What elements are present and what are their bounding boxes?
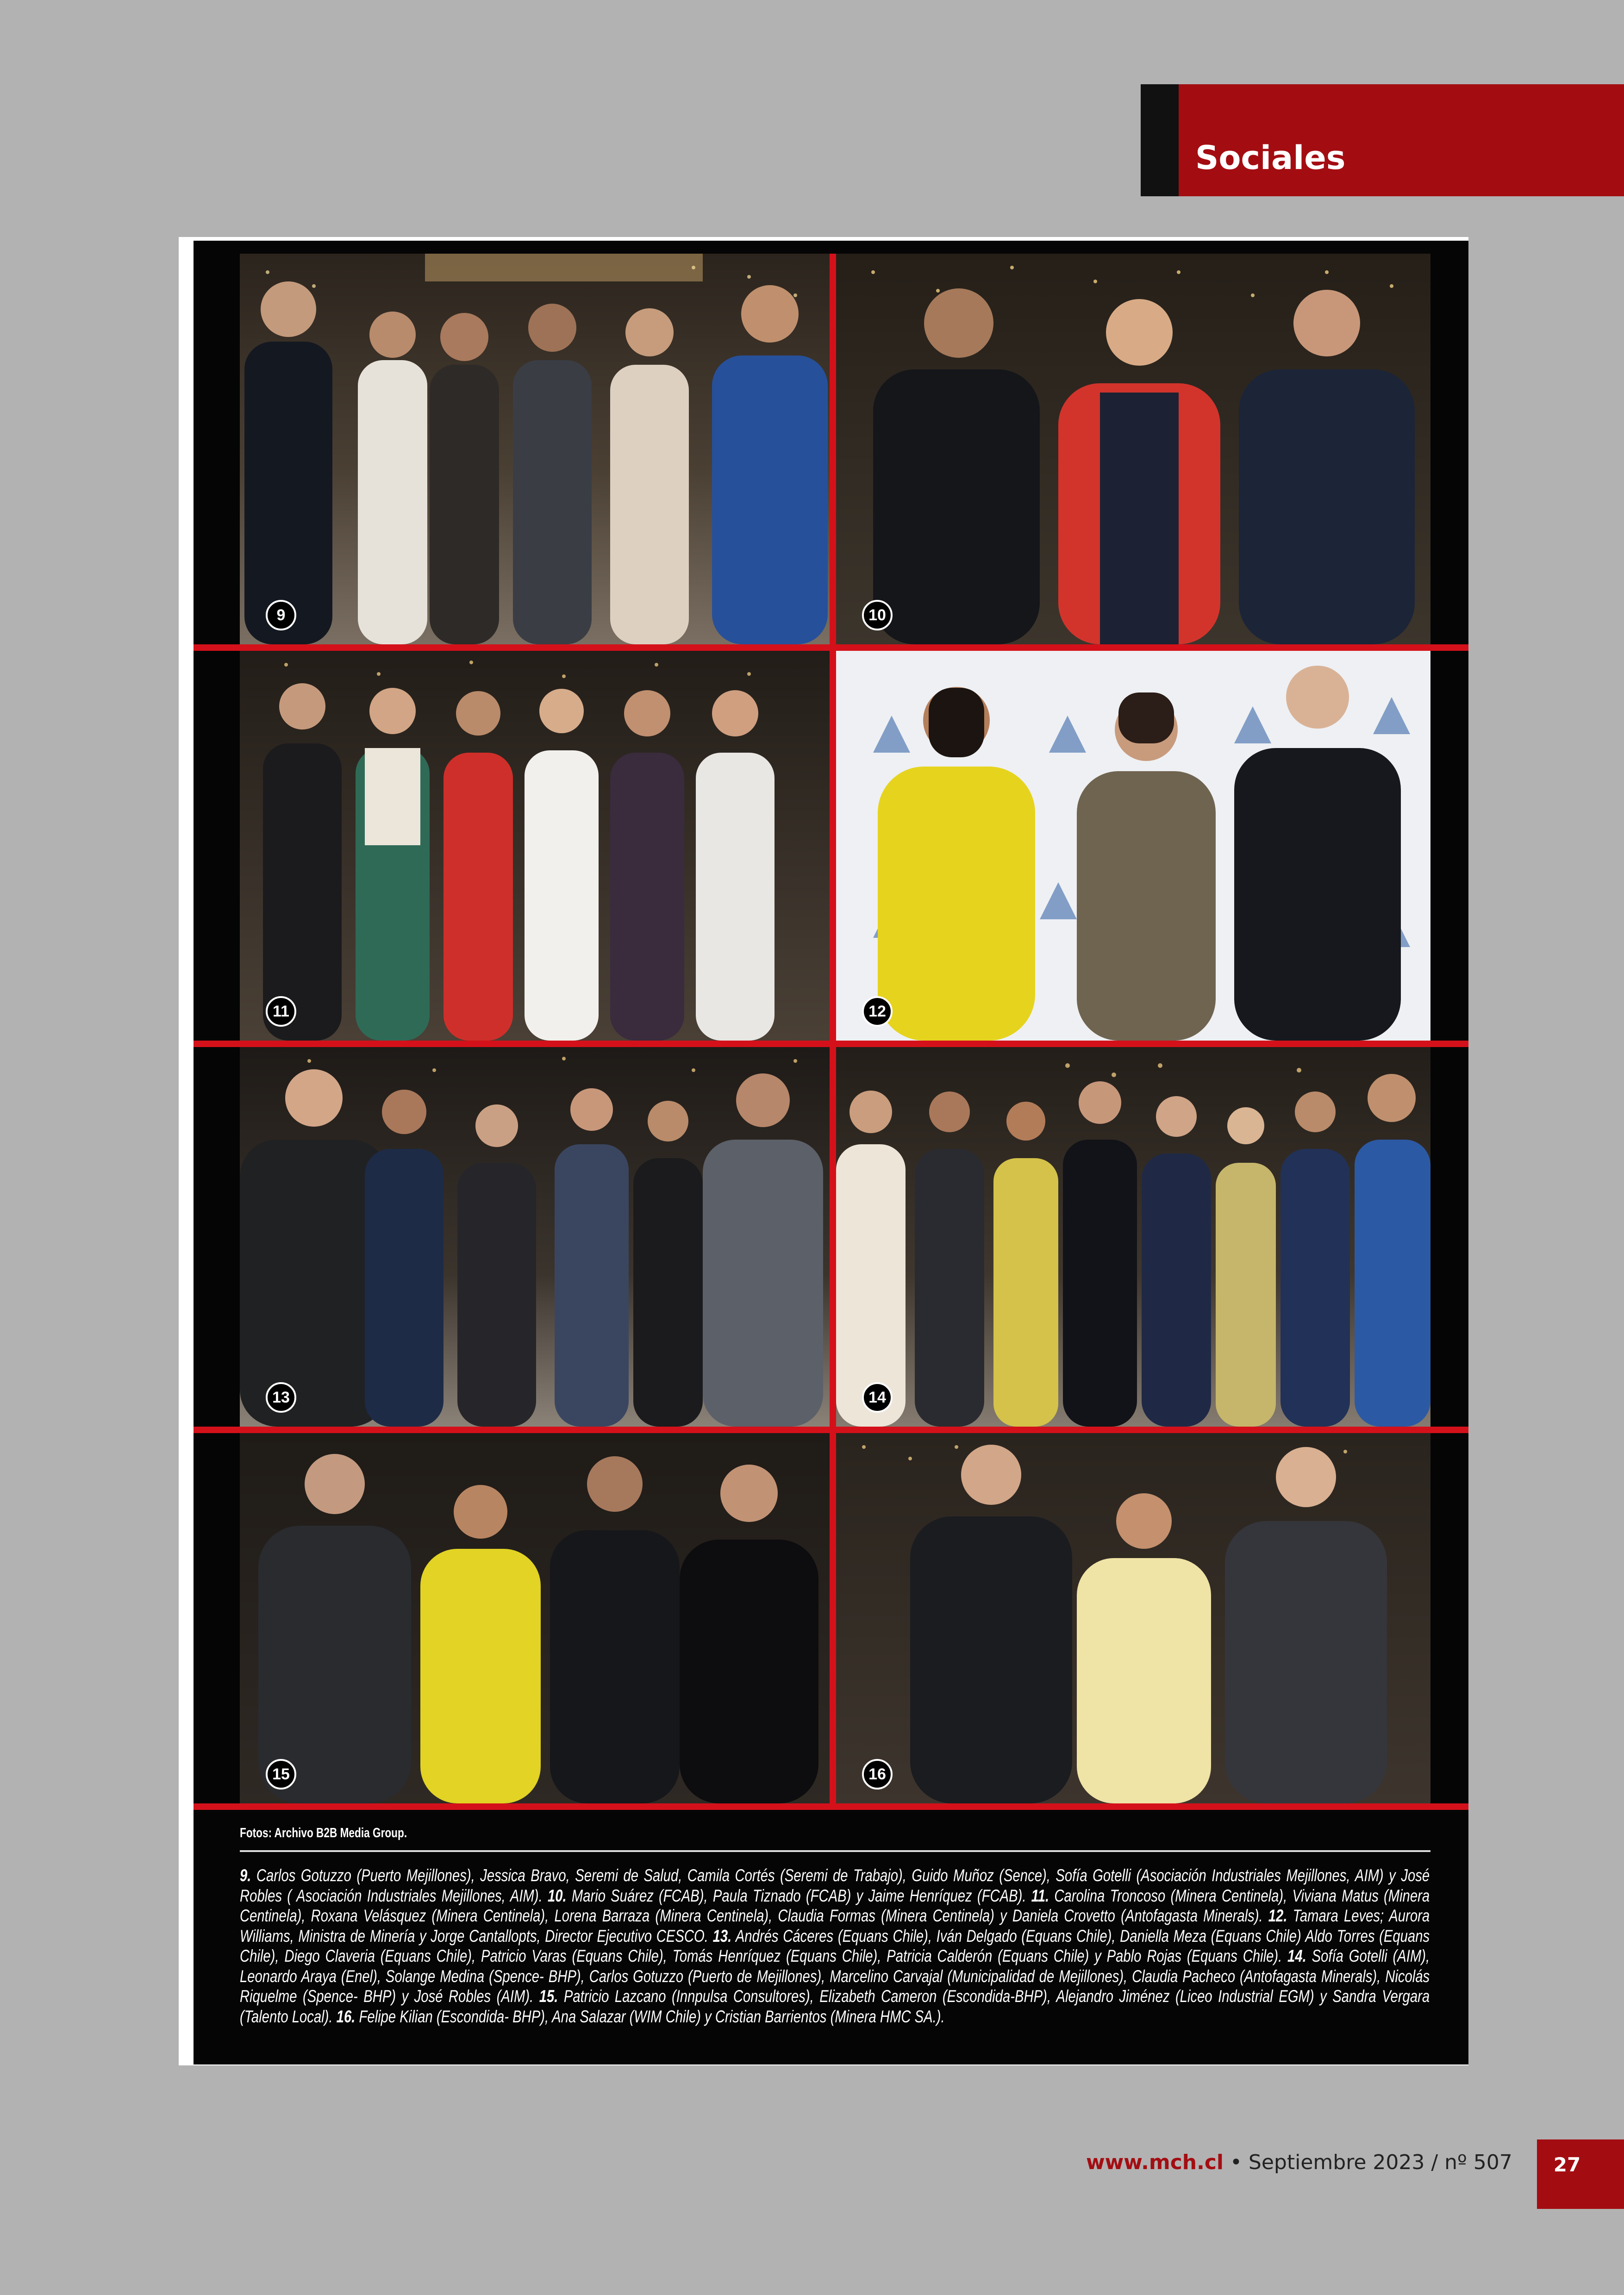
- photo-10-image: [836, 254, 1430, 644]
- caption-number: 9.: [240, 1865, 251, 1885]
- footer-issue: Septiembre 2023 / nº 507: [1248, 2151, 1512, 2174]
- photo-divider-vertical: [830, 651, 836, 1041]
- section-title: Sociales: [1195, 139, 1346, 177]
- caption-text: Andrés Cáceres (Equans Chile), Iván Delgado (Equans Chile), Daniella Meza (Equans Chile) Aldo Torres (Equans Chile), Diego Claveria (Equans Chile), Patricio Varas (Equans Chile), Tomás Henríquez (Equans Chile), Patricia Calderón (Equans Chile) y Pablo Rojas (Equans Chile).: [240, 1926, 1430, 1965]
- photo-number-badge: 14: [862, 1382, 893, 1413]
- photo-9-image: [240, 254, 830, 644]
- photo-14-image: [836, 1047, 1430, 1427]
- caption-text: Carlos Gotuzzo (Puerto Mejillones), Jessica Bravo, Seremi de Salud, Camila Cortés (Seremi de Trabajo), Guido Muñoz (Sence), Sofía Gotelli (Asociación Industriales Mejillones, AIM) y José Robles ( Asociación Industriales Mejillones, AIM).: [240, 1865, 1430, 1905]
- photo-12: [836, 651, 1430, 1041]
- caption-number: 12.: [1268, 1906, 1287, 1925]
- caption-number: 10.: [547, 1885, 567, 1905]
- caption-number: 15.: [539, 1986, 558, 2006]
- photo-number-badge: 15: [266, 1759, 296, 1790]
- photo-divider: [194, 1427, 1468, 1433]
- photo-13-image: [240, 1047, 830, 1427]
- photo-11-image: [240, 651, 830, 1041]
- page-number-box: [1537, 2139, 1624, 2209]
- section-tab-accent: [1141, 84, 1179, 196]
- footer-url[interactable]: www.mch.cl: [1086, 2151, 1224, 2174]
- photo-number-badge: 10: [862, 600, 893, 630]
- footer-separator: •: [1223, 2151, 1249, 2174]
- photo-number-badge: 16: [862, 1759, 893, 1790]
- photo-divider: [194, 1803, 1468, 1810]
- caption-text: Patricio Lazcano (Innpulsa Consultores), Elizabeth Cameron (Escondida-BHP), Alejandro Jiménez (Liceo Industrial EGM) y Sandra Vergara (Talento Local).: [240, 1986, 1430, 2026]
- caption-number: 11.: [1031, 1885, 1049, 1905]
- photo-16: [836, 1433, 1430, 1803]
- page-number: 27: [1553, 2153, 1581, 2176]
- photo-15: [240, 1433, 830, 1803]
- photo-16-image: [836, 1433, 1430, 1803]
- photo-number-badge: 12: [862, 996, 893, 1027]
- caption-text: Felipe Kilian (Escondida- BHP), Ana Salazar (WIM Chile) y Cristian Barrientos (Minera HMC SA.).: [355, 2006, 945, 2026]
- photo-10: [836, 254, 1430, 644]
- photo-15-image: [240, 1433, 830, 1803]
- footer: [1086, 2151, 1512, 2174]
- caption-text: Sofía Gotelli (AIM), Leonardo Araya (Enel), Solange Medina (Spence- BHP), Carlos Gotuzzo (Puerto de Mejillones), Marcelino Carvajal (Municipalidad de Mejillones), Claudia Pacheco (Antofagasta Minerals), Nicolás Riquelme (Spence- BHP) y José Robles (AIM).: [240, 1946, 1430, 2006]
- photo-11: [240, 651, 830, 1041]
- caption-number: 13.: [712, 1926, 732, 1946]
- caption-number: 16.: [336, 2006, 356, 2026]
- photo-number-badge: 13: [266, 1382, 296, 1413]
- photo-divider-vertical: [830, 1433, 836, 1803]
- photo-divider-vertical: [830, 254, 836, 644]
- caption-divider: [240, 1850, 1430, 1852]
- photo-divider: [194, 1041, 1468, 1047]
- photo-number-badge: 9: [266, 600, 296, 630]
- photo-12-image: [836, 651, 1430, 1041]
- photo-credit: Fotos: Archivo B2B Media Group.: [240, 1826, 407, 1840]
- caption-text: Mario Suárez (FCAB), Paula Tiznado (FCAB) y Jaime Henríquez (FCAB).: [566, 1885, 1031, 1905]
- photo-9: [240, 254, 830, 644]
- caption-number: 14.: [1287, 1946, 1306, 1965]
- photo-captions: [240, 1865, 1430, 2027]
- caption-text: Tamara Leves; Aurora Williams, Ministra de Minería y Jorge Cantallopts, Director Ejecutivo CESCO.: [240, 1906, 1430, 1946]
- photo-number-badge: 11: [266, 996, 296, 1027]
- photo-divider: [194, 644, 1468, 651]
- photo-13: [240, 1047, 830, 1427]
- photo-divider-vertical: [830, 1047, 836, 1427]
- caption-text: Carolina Troncoso (Minera Centinela), Viviana Matus (Minera Centinela), Roxana Velásquez (Minera Centinela), Lorena Barraza (Minera Centinela), Claudia Formas (Minera Centinela) y Daniela Crovetto (Antofagasta Minerals).: [240, 1885, 1430, 1925]
- photo-14: [836, 1047, 1430, 1427]
